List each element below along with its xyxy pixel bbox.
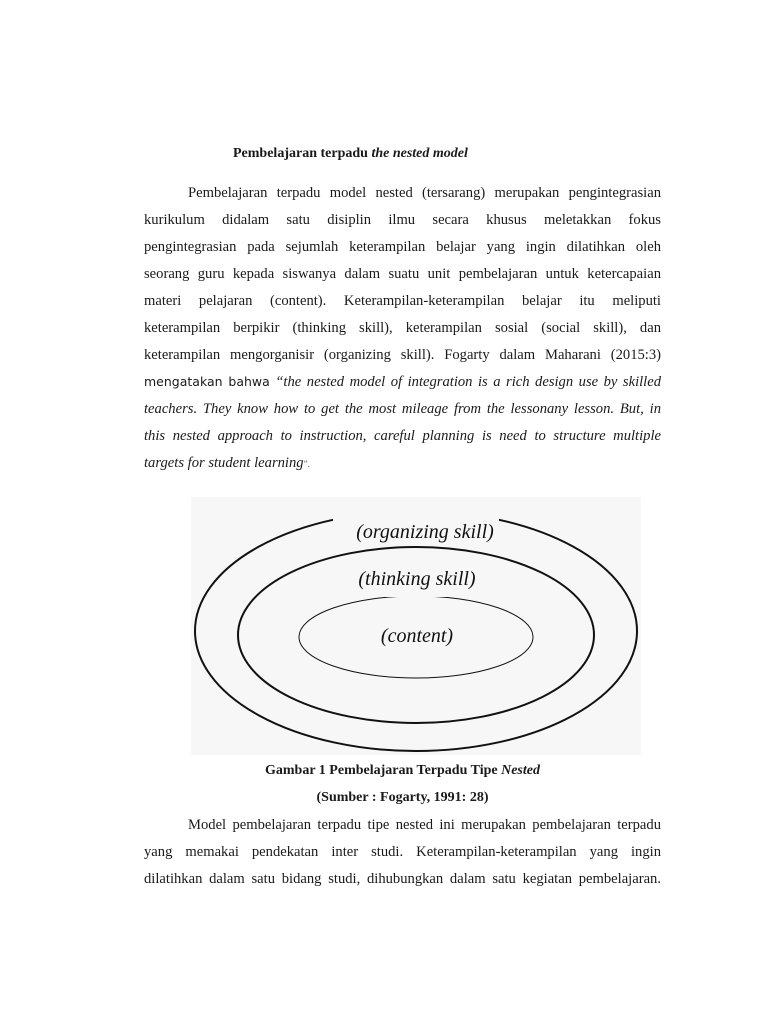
p2-line-2: yang memakai pendekatan inter studi. Keterampilan-keterampilan yang ingin xyxy=(144,844,661,860)
p2-line-3: dilatihkan dalam satu bidang studi, dihubungkan dalam satu kegiatan pembelajaran. xyxy=(144,871,661,887)
quote-line-4 xyxy=(144,454,661,473)
heading-italic: the nested model xyxy=(371,146,468,161)
quote-end-mark: ”. xyxy=(303,459,310,469)
caption-italic: Nested xyxy=(501,763,540,778)
heading-bold: Pembelajaran terpadu xyxy=(233,146,368,161)
quote-end-text: targets for student learning xyxy=(144,455,304,471)
section-heading xyxy=(233,146,468,162)
quote-line-2: teachers. They know how to get the most mileage from the lessonany lesson. But, in xyxy=(144,401,661,417)
p1-line-4: seorang guru kepada siswanya dalam suatu unit pembelajaran untuk ketercapaian xyxy=(144,266,661,282)
p1-line-6: keterampilan berpikir (thinking skill), keterampilan sosial (social skill), dan xyxy=(144,320,661,336)
nested-model-diagram xyxy=(191,497,641,755)
p1-line-1: Pembelajaran terpadu model nested (tersarang) merupakan pengintegrasian xyxy=(188,185,661,201)
p1-line-8 xyxy=(144,373,661,391)
p1-line-7: keterampilan mengorganisir (organizing skill). Fogarty dalam Maharani (2015:3) xyxy=(144,347,661,363)
figure-source: (Sumber : Fogarty, 1991: 28) xyxy=(316,790,489,805)
outer-label: (organizing skill) xyxy=(356,521,494,543)
caption-bold: Gambar 1 Pembelajaran Terpadu Tipe xyxy=(265,763,498,778)
middle-label: (thinking skill) xyxy=(358,568,476,590)
p1-line-3: pengintegrasian pada sejumlah keterampilan belajar yang ingin dilatihkan oleh xyxy=(144,239,661,255)
quote-line-1: “the nested model of integration is a rich design use by skilled xyxy=(275,374,662,390)
quote-intro: mengatakan bahwa xyxy=(144,374,270,389)
p2-line-1: Model pembelajaran terpadu tipe nested ini merupakan pembelajaran terpadu xyxy=(188,817,661,833)
p1-line-2: kurikulum didalam satu disiplin ilmu secara khusus meletakkan fokus xyxy=(144,212,661,228)
inner-label: (content) xyxy=(380,625,454,647)
p1-line-5: materi pelajaran (content). Keterampilan-keterampilan belajar itu meliputi xyxy=(144,293,661,309)
quote-line-3: this nested approach to instruction, careful planning is need to structure multiple xyxy=(144,428,661,444)
nested-ellipses xyxy=(191,497,641,755)
figure-caption xyxy=(144,763,661,779)
